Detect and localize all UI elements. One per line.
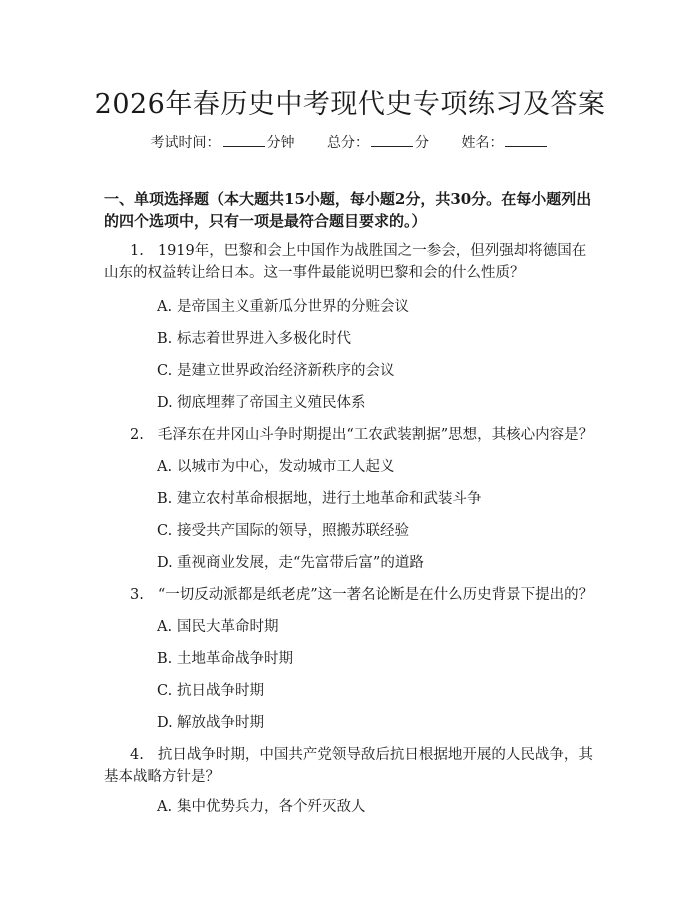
option-letter: C. — [157, 523, 173, 539]
question-text: 抗日战争时期，中国共产党领导敌后抗日根据地开展的人民战争，其基本战略方针是？ — [104, 747, 593, 785]
option-letter: C. — [157, 363, 173, 379]
name-field — [461, 135, 549, 151]
exam-time-blank[interactable] — [223, 134, 265, 147]
option-text: 标志着世界进入多极化时代 — [177, 331, 351, 347]
question-4 — [104, 744, 600, 788]
option-text: 以城市为中心，发动城市工人起义 — [177, 459, 395, 475]
option-text: 是帝国主义重新瓜分世界的分赃会议 — [177, 299, 409, 315]
option-letter: A. — [157, 459, 173, 475]
option-1b[interactable] — [157, 328, 351, 350]
option-letter: D. — [157, 715, 173, 731]
option-text: 是建立世界政治经济新秩序的会议 — [177, 363, 395, 379]
option-letter: A. — [157, 799, 173, 815]
question-3 — [104, 584, 600, 606]
option-text: 建立农村革命根据地，进行土地革命和武装斗争 — [177, 491, 482, 507]
option-1c[interactable] — [157, 360, 395, 382]
option-text: 抗日战争时期 — [177, 683, 264, 699]
option-letter: D. — [157, 555, 173, 571]
exam-time-label: 考试时间： — [150, 135, 221, 151]
exam-time-unit: 分钟 — [266, 135, 295, 151]
name-label: 姓名： — [461, 135, 504, 151]
total-score-unit: 分 — [415, 135, 429, 151]
option-letter: B. — [157, 651, 173, 667]
question-text: 1919年，巴黎和会上中国作为战胜国之一参会，但列强却将德国在山东的权益转让给日本。这一事件最能说明巴黎和会的什么性质？ — [104, 243, 587, 281]
option-2c[interactable] — [157, 520, 409, 542]
option-letter: B. — [157, 331, 173, 347]
option-3a[interactable] — [157, 616, 279, 638]
question-number: 1. — [130, 243, 144, 259]
option-text: 重视商业发展，走“先富带后富”的道路 — [177, 555, 424, 571]
exam-time-field — [151, 135, 295, 151]
question-text: “一切反动派都是纸老虎”这一著名论断是在什么历史背景下提出的？ — [157, 587, 594, 603]
option-1a[interactable] — [157, 296, 409, 318]
total-score-field — [327, 135, 429, 151]
option-letter: D. — [157, 395, 173, 411]
option-text: 国民大革命时期 — [177, 619, 279, 635]
option-2a[interactable] — [157, 456, 395, 478]
section-heading: 一、单项选择题（本大题共15小题，每小题2分，共30分。在每小题列出的四个选项中，只有一项是最符合题目要求的。） — [104, 190, 592, 230]
question-text: 毛泽东在井冈山斗争时期提出“工农武装割据”思想，其核心内容是？ — [157, 427, 594, 443]
option-text: 集中优势兵力，各个歼灭敌人 — [177, 799, 366, 815]
name-blank[interactable] — [505, 134, 547, 147]
option-1d[interactable] — [157, 392, 366, 414]
option-4a[interactable] — [157, 796, 366, 818]
question-1 — [104, 240, 600, 284]
question-number: 2. — [130, 427, 144, 443]
option-3c[interactable] — [157, 680, 264, 702]
option-2d[interactable] — [157, 552, 424, 574]
option-letter: A. — [157, 619, 173, 635]
option-3b[interactable] — [157, 648, 293, 670]
option-text: 接受共产国际的领导，照搬苏联经验 — [177, 523, 409, 539]
question-number: 3. — [130, 587, 144, 603]
option-2b[interactable] — [157, 488, 482, 510]
page-title: 2026年春历史中考现代史专项练习及答案 — [94, 89, 606, 120]
option-letter: A. — [157, 299, 173, 315]
question-number: 4. — [130, 747, 144, 763]
total-score-blank[interactable] — [371, 134, 413, 147]
question-2 — [104, 424, 600, 446]
option-text: 解放战争时期 — [177, 715, 264, 731]
option-text: 土地革命战争时期 — [177, 651, 293, 667]
option-3d[interactable] — [157, 712, 264, 734]
option-letter: C. — [157, 683, 173, 699]
option-letter: B. — [157, 491, 173, 507]
total-score-label: 总分： — [327, 135, 369, 151]
option-text: 彻底埋葬了帝国主义殖民体系 — [177, 395, 366, 411]
exam-meta — [0, 132, 700, 152]
